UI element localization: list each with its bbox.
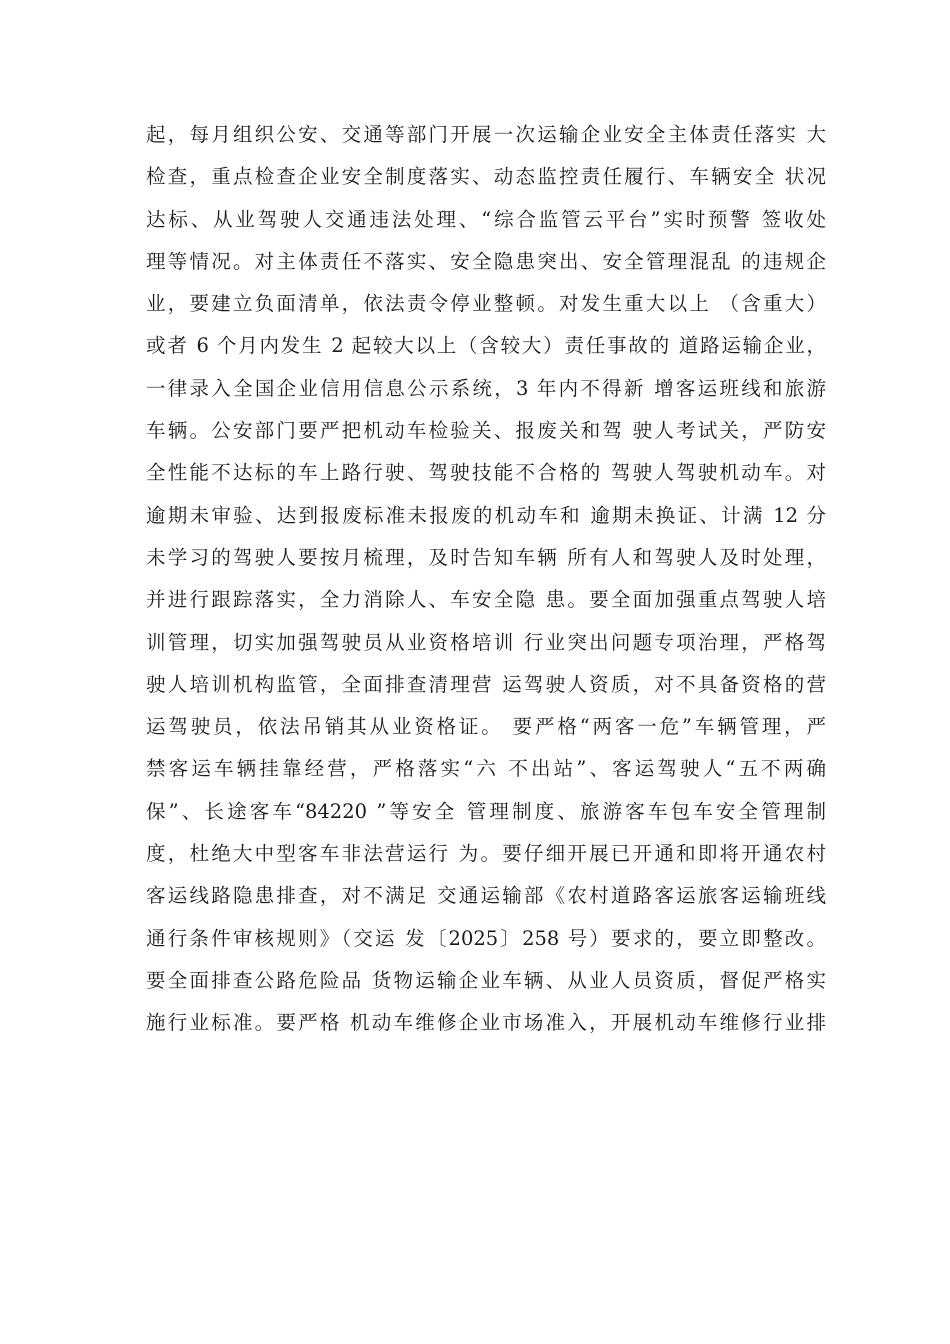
text-line: 保”、长途客车“84220 ”等安全 管理制度、旅游客车包车安全管理制	[146, 799, 826, 823]
text-line: 检查，重点检查企业安全制度落实、动态监控责任履行、车辆安全 状况	[146, 165, 826, 189]
text-line: 训管理，切实加强驾驶员从业资格培训 行业突出问题专项治理，严格驾	[146, 630, 826, 654]
text-line: 起，每月组织公安、交通等部门开展一次运输企业安全主体责任落实 大	[146, 123, 826, 146]
text-line: 并进行跟踪落实，全力消除人、车安全隐 患。要全面加强重点驾驶人培	[146, 588, 826, 612]
text-line: 达标、从业驾驶人交通违法处理、“综合监管云平台”实时预警 签收处	[146, 207, 826, 231]
text-line: 禁客运车辆挂靠经营，严格落实“六 不出站”、客运驾驶人“五不两确	[146, 757, 826, 781]
text-line: 车辆。公安部门要严把机动车检验关、报废关和驾 驶人考试关，严防安	[146, 419, 826, 443]
text-line: 一律录入全国企业信用信息公示系统，3 年内不得新 增客运班线和旅游	[146, 376, 826, 400]
text-line: 度，杜绝大中型客车非法营运行 为。要仔细开展已开通和即将开通农村	[146, 842, 826, 866]
text-line: 运驾驶员，依法吊销其从业资格证。 要严格“两客一危”车辆管理，严	[146, 715, 826, 739]
text-line: 或者 6 个月内发生 2 起较大以上（含较大）责任事故的 道路运输企业，	[146, 334, 826, 358]
text-line: 未学习的驾驶人要按月梳理，及时告知车辆 所有人和驾驶人及时处理，	[146, 545, 826, 569]
text-line: 客运线路隐患排查，对不满足 交通运输部《农村道路客运旅客运输班线	[146, 884, 826, 908]
text-line: 全性能不达标的车上路行驶、驾驶技能不合格的 驾驶人驾驶机动车。对	[146, 461, 826, 485]
body-text	[146, 114, 826, 1045]
text-line: 逾期未审验、达到报废标准未报废的机动车和 逾期未换证、计满 12 分	[146, 503, 826, 527]
text-line: 要全面排查公路危险品 货物运输企业车辆、从业人员资质，督促严格实	[146, 968, 826, 992]
text-line: 通行条件审核规则》（交运 发〔2025〕258 号）要求的，要立即整改。	[146, 926, 826, 950]
text-line: 驶人培训机构监管，全面排查清理营 运驾驶人资质，对不具备资格的营	[146, 672, 826, 696]
text-line: 理等情况。对主体责任不落实、安全隐患突出、安全管理混乱 的违规企	[146, 249, 826, 273]
text-line: 业，要建立负面清单，依法责令停业整顿。对发生重大以上 （含重大）	[146, 292, 826, 316]
text-line: 施行业标准。要严格 机动车维修企业市场准入，开展机动车维修行业排	[146, 1011, 826, 1035]
